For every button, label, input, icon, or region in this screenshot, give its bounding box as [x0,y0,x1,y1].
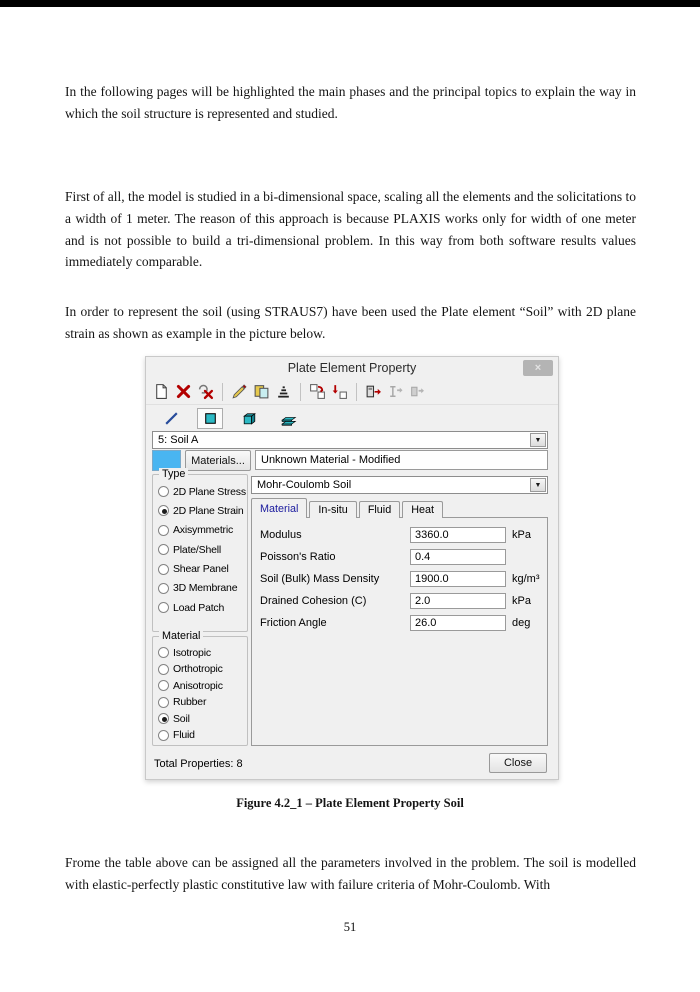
chevron-down-icon[interactable]: ▼ [530,433,546,447]
property-select-value: 5: Soil A [158,434,199,446]
toolbar-element-types [146,406,558,431]
field-unit: kg/m³ [512,572,540,585]
close-button[interactable]: Close [489,753,547,773]
radio-icon [158,525,169,536]
figure-caption: Figure 4.2_1 – Plate Element Property Soil [236,796,464,810]
model-select-value: Mohr-Coulomb Soil [257,479,352,491]
radio-label: 2D Plane Strain [173,504,244,517]
radio-label: Plate/Shell [173,543,221,556]
radio-icon [158,544,169,555]
radio-label: Fluid [173,729,195,742]
radio-shear-panel[interactable] [158,563,247,576]
sort-icon[interactable] [275,383,292,400]
radio-icon [158,730,169,741]
plate-element-property-dialog [145,356,559,780]
radio-label: Orthotropic [173,663,223,676]
radio-rubber[interactable] [158,696,247,709]
field-unit: kPa [512,528,531,541]
close-icon[interactable]: × [523,360,553,376]
modulus-input[interactable]: 3360.0 [410,527,506,543]
chevron-down-icon[interactable]: ▼ [530,478,546,492]
field-mass-density [260,570,540,587]
radio-icon [158,602,169,613]
materials-button[interactable]: Materials... [185,450,251,471]
field-drained-cohesion [260,592,531,609]
radio-label: Axisymmetric [173,524,234,537]
plate-icon[interactable] [197,408,223,429]
material-group-label: Material [159,630,203,642]
radio-label: Anisotropic [173,679,223,692]
radio-icon [158,664,169,675]
friction-angle-input[interactable]: 26.0 [410,615,506,631]
radio-label: 3D Membrane [173,582,238,595]
toolbar-main [146,379,558,405]
total-properties-status: Total Properties: 8 [154,758,243,770]
edit-icon[interactable] [231,383,248,400]
laminate-icon[interactable] [275,408,301,429]
dialog-title: Plate Element Property [287,361,417,375]
toolbar-separator [356,383,357,401]
radio-icon [158,697,169,708]
tab-material[interactable]: Material [251,498,307,518]
property-tabs [251,498,548,518]
field-label: Drained Cohesion (C) [260,594,367,607]
radio-label: Rubber [173,696,207,709]
radio-label: Load Patch [173,601,225,614]
radio-icon [158,647,169,658]
paragraph-2: First of all, the model is studied in a bi-dimensional space, scaling all the elements and the solicitations to a width of 1 meter. The reason of this approach is because PLAXIS works only for width of one meter and is not possible to build a tri-dimensional problem. In this way from both software results values immediately comparable. [65,189,636,270]
brick-icon[interactable] [236,408,262,429]
paragraph-3: In order to represent the soil (using STRAUS7) have been used the Plate element “Soil” with 2D plane strain as shown as example in the picture below. [65,304,636,341]
poissons-ratio-input[interactable]: 0.4 [410,549,506,565]
paragraph-1: In the following pages will be highlighted the main phases and the principal topics to explain the way in which the soil structure is represented and studied. [65,84,636,121]
paste-increment-icon[interactable] [331,383,348,400]
mass-density-input[interactable]: 1900.0 [410,571,506,587]
tab-in-situ[interactable]: In-situ [309,501,356,518]
radio-fluid[interactable] [158,729,247,742]
field-modulus [260,526,531,543]
page-number: 51 [343,920,357,934]
radio-label: 2D Plane Stress [173,485,246,498]
material-groupbox [152,630,248,746]
radio-icon [158,486,169,497]
radio-plate-shell[interactable] [158,543,247,556]
delete-icon[interactable] [175,383,192,400]
field-poissons-ratio [260,548,512,565]
radio-icon [158,583,169,594]
new-property-icon[interactable] [153,383,170,400]
export-icon[interactable] [365,383,382,400]
field-label: Soil (Bulk) Mass Density [260,572,380,585]
dialog-titlebar [146,357,558,379]
copy-increment-icon[interactable] [309,383,326,400]
beam-icon[interactable] [158,408,184,429]
property-select[interactable] [152,431,548,449]
radio-label: Isotropic [173,646,211,659]
radio-icon [158,564,169,575]
radio-axisymmetric[interactable] [158,524,247,537]
material-name-field[interactable]: Unknown Material - Modified [255,450,548,470]
delete-unused-icon[interactable] [197,383,214,400]
radio-2d-plane-stress[interactable] [158,485,247,498]
paragraph-4: Frome the table above can be assigned all the parameters involved in the problem. The soil is modelled with elastic-perfectly plastic constitutive law with failure criteria of Mohr-Coulomb. With [65,855,636,892]
field-label: Friction Angle [260,616,327,629]
field-label: Modulus [260,528,302,541]
tab-fluid[interactable]: Fluid [359,501,400,518]
model-select[interactable] [251,476,548,494]
radio-3d-membrane[interactable] [158,582,247,595]
radio-isotropic[interactable] [158,646,247,659]
scan-top-bar [0,0,700,7]
radio-label: Shear Panel [173,563,229,576]
field-friction-angle [260,614,530,631]
type-group-label: Type [159,468,188,480]
radio-checked-icon [158,713,169,724]
field-label: Poisson's Ratio [260,550,336,563]
radio-checked-icon [158,505,169,516]
radio-label: Soil [173,712,190,725]
field-unit: deg [512,616,531,629]
material-tab-panel [251,517,548,746]
import-disabled-icon [387,383,404,400]
radio-icon [158,680,169,691]
drained-cohesion-input[interactable]: 2.0 [410,593,506,609]
radio-anisotropic[interactable] [158,679,247,692]
radio-soil[interactable] [158,712,247,725]
type-groupbox [152,468,248,632]
assign-disabled-icon [409,383,426,400]
toolbar-separator [300,383,301,401]
tab-heat[interactable]: Heat [402,501,443,518]
toolbar-separator [222,383,223,401]
copy-property-icon[interactable] [253,383,270,400]
radio-load-patch[interactable] [158,601,247,614]
radio-2d-plane-strain[interactable] [158,504,247,517]
radio-orthotropic[interactable] [158,663,247,676]
field-unit: kPa [512,594,531,607]
